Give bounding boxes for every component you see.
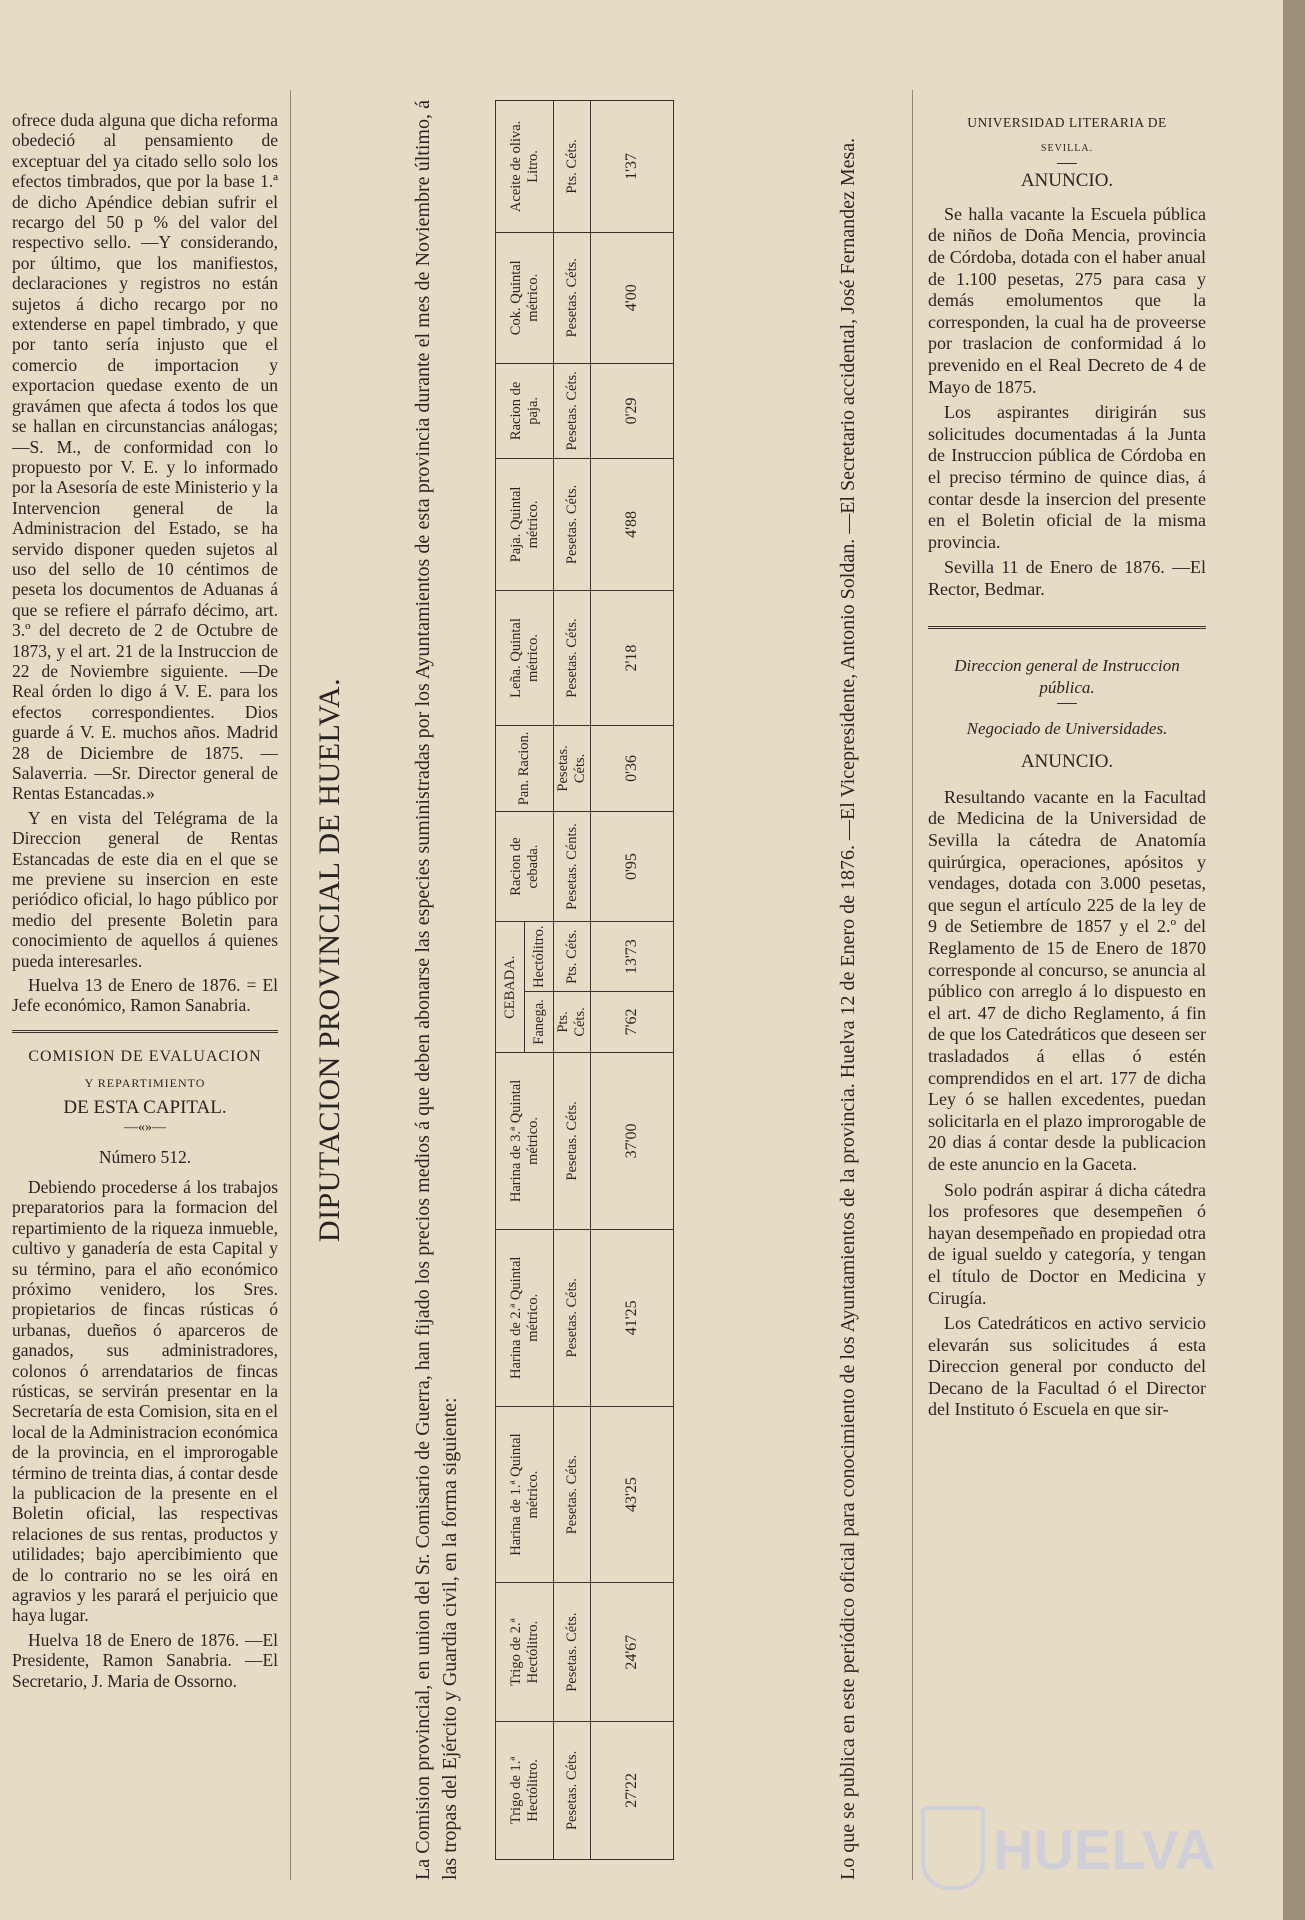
- header-trigo-2: Trigo de 2.ª Hectólitro.: [496, 1583, 554, 1721]
- header-cebada-hectolitro: Hectólitro.: [525, 922, 554, 991]
- unit-cell: Pts. Céts.: [554, 922, 591, 991]
- ann2-title: ANUNCIO.: [1020, 751, 1114, 773]
- unit-cell: Pesetas. Céts.: [554, 459, 591, 591]
- ann1-paragraph-1: Se halla vacante la Escuela pública de niños de Doña Mencia, provincia de Córdoba, dotada con el haber anual de 1.100 pesetas, 275 para casa y demás emolumentos que la corresponden, la cual ha de proveerse por traslacion de conformidad á lo prevenido en el Real Decreto de 4 de Mayo de 1875.: [928, 203, 1206, 397]
- header-paja: Paja. Quintal métrico.: [496, 459, 554, 591]
- right-section-rule: [928, 626, 1206, 629]
- left-paragraph-2: Y en vista del Telégrama de la Direccion general de Rentas Estancadas de este dia en el que se me previene su insercion en este periódico oficial, lo hago público por medio del presente Boletin para conocimiento de aquellos á quienes pueda interesarles.: [12, 807, 278, 971]
- header-harina-2: Harina de 2.ª Quintal métrico.: [496, 1229, 554, 1406]
- value-cell: 41'25: [591, 1229, 674, 1406]
- header-cebada: CEBADA.: [496, 922, 525, 1053]
- ann2-paragraph-3: Los Catedráticos en activo servicio elevarán sus solicitudes á esta Direccion general por conducto del Decano de la Facultad ó el Director del Instituto ó Escuela en que sir-: [928, 1313, 1206, 1420]
- page-edge: [1283, 0, 1305, 1920]
- header-racion-paja: Racion de paja.: [496, 363, 554, 458]
- section-rule: [12, 1030, 278, 1033]
- header-aceite: Aceite de oliva. Litro.: [496, 101, 554, 233]
- table-header-row: [496, 101, 525, 1860]
- ann2-short-rule: [1057, 703, 1077, 704]
- value-cell: 24'67: [591, 1583, 674, 1721]
- watermark-logo: HUELVA: [993, 1818, 1215, 1881]
- value-cell: 7'62: [591, 991, 674, 1052]
- unit-cell: Pesetas. Céts.: [554, 726, 591, 811]
- section2-paragraph-1: Debiendo procederse á los trabajos preparatorios para la formacion del repartimiento de la riqueza inmueble, cultivo y ganadería de esta Capital y su término, para el año económico próximo venidero, los Sres. propietarios de fincas rústicas ó urbanas, dueños ó aparceros de ganados, sus administradores, colonos ó arrendatarios de fincas rústicas, se servirán presentar en la Secretaría de esta Comision, sita en el local de la Administracion económica de la provincia, en el improrogable término de treinta dias, á contar desde la publicacion de la presente en el Boletin oficial, las respectivas relaciones de sus rentas, productos y utilidades; bajo apercibimiento que de lo contrario no se les oirá en agravios y les parará el perjuicio que haya lugar.: [12, 1176, 278, 1626]
- unit-cell: Pesetas. Céts.: [554, 1583, 591, 1721]
- ann1-short-rule: [1057, 163, 1077, 164]
- section2-ornament: —«»—: [124, 1120, 166, 1136]
- header-cok: Cok. Quintal métrico.: [496, 232, 554, 363]
- header-cebada-fanega: Fanega.: [525, 991, 554, 1052]
- table-units-row: [554, 101, 591, 1860]
- section2-number: Número 512.: [98, 1146, 192, 1167]
- value-cell: 13'73: [591, 922, 674, 991]
- diputacion-intro: La Comision provincial, en union del Sr. Comisario de Guerra, han fijado los precios medios á que deben abonarse las especies suministradas por los Ayuntamientos de esta provincia durante el mes de Noviembre último, á las tropas del Ejército y Guardia civil, en la forma siguiente:: [412, 100, 461, 1880]
- left-paragraph-3: Huelva 13 de Enero de 1876. = El Jefe económico, Ramon Sanabria.: [12, 975, 278, 1016]
- header-trigo-1: Trigo de 1.ª Hectólitro.: [496, 1721, 554, 1859]
- unit-cell: Pesetas. Céts.: [554, 363, 591, 458]
- section2-title-2: Y REPARTIMIENTO: [84, 1076, 206, 1091]
- right-column: [928, 112, 1206, 1425]
- column-divider-right: [912, 90, 913, 1880]
- unit-cell: Pesetas. Céts.: [554, 1721, 591, 1859]
- ann1-header-2: SEVILLA.: [1040, 142, 1094, 154]
- header-lena: Leña. Quintal métrico.: [496, 590, 554, 726]
- header-pan: Pan. Racion.: [496, 726, 554, 811]
- section2-paragraph-2: Huelva 18 de Enero de 1876. —El Presidente, Ramon Sanabria. —El Secretario, J. Maria de Ossorno.: [12, 1629, 278, 1691]
- header-harina-3: Harina de 3.ª Quintal métrico.: [496, 1053, 554, 1230]
- ann1-title: ANUNCIO.: [1020, 170, 1114, 192]
- shield-icon: [921, 1806, 985, 1890]
- unit-cell: Pesetas. Céts.: [554, 1229, 591, 1406]
- value-cell: 37'00: [591, 1053, 674, 1230]
- unit-cell: Pts. Céts.: [554, 991, 591, 1052]
- value-cell: 27'22: [591, 1721, 674, 1859]
- unit-cell: Pesetas. Céts.: [554, 590, 591, 726]
- left-paragraph-1: ofrece duda alguna que dicha reforma obedeció al pensamiento de exceptuar del ya citado sello solo los efectos timbrados, que por la base 1.ª de dicho Apéndice debian sufrir el recargo del 50 p % del valor del respectivo sello. —Y considerando, por último, que los manifiestos, declaraciones y registros no están sujetos á dicho recargo por no extenderse en papel timbrado, y que por tanto sería injusto que el comercio de importacion y exportacion quedase exento de un gravámen que afecta á todos los que se hallan en circunstancias análogas; —S. M., de conformidad con lo propuesto por V. E. y lo informado por la Asesoría de este Ministerio y la Intervencion general de la Administracion del Estado, se ha servido disponer queden sujetos al uso del sello de 10 céntimos de peseta los documentos de Aduanas á que se refiere el párrafo décimo, art. 3.º del decreto de 2 de Octubre de 1873, y el art. 21 de la Instruccion de 22 de Noviembre siguiente. —De Real órden lo digo á V. E. para los efectos correspondientes. Dios guarde á V. E. muchos años. Madrid 28 de Diciembre de 1875. —Salaverria. —Sr. Director general de Rentas Estancadas.»: [12, 110, 278, 804]
- section2-title-1: COMISION DE EVALUACION: [28, 1047, 262, 1065]
- unit-cell: Pesetas. Céts.: [554, 1053, 591, 1230]
- unit-cell: Pesetas. Céts.: [554, 1406, 591, 1583]
- unit-cell: Pesetas. Cénts.: [554, 811, 591, 922]
- ann2-paragraph-1: Resultando vacante en la Facultad de Medicina de la Universidad de Sevilla la cátedra de Anatomía quirúrgica, operaciones, apósitos y vendages, dotada con 3.000 pesetas, que segun el artículo 225 de la ley de 9 de Setiembre de 1857 y el 2.º del Reglamento de 15 de Enero de 1870 corresponde al concurso, se anuncia al público con arreglo á lo dispuesto en el art. 47 de dicho Reglamento, á fin de que los Catedráticos que deseen ser trasladados á ellas ó estén comprendidos en el art. 177 de dicha Ley ó se hallen excedentes, puedan solicitarla en el plazo improrogable de 20 dias á contar desde la publicacion de este anuncio en la Gaceta.: [928, 786, 1206, 1174]
- table-values-row: [591, 101, 674, 1860]
- header-harina-1: Harina de 1.ª Quintal métrico.: [496, 1406, 554, 1583]
- ann2-paragraph-2: Solo podrán aspirar á dicha cátedra los profesores que desempeñen ó hayan desempeñado en propiedad otra de igual sueldo y categoría, y tengan el título de Doctor en Medicina y Cirugía.: [928, 1179, 1206, 1308]
- ann1-paragraph-3: Sevilla 11 de Enero de 1876. —El Rector, Bedmar.: [928, 557, 1206, 599]
- value-cell: 4'00: [591, 232, 674, 363]
- column-divider-left: [290, 90, 291, 1880]
- value-cell: 0'95: [591, 811, 674, 922]
- ann2-header: Direccion general de Instruccion pública.: [954, 656, 1180, 698]
- value-cell: 0'36: [591, 726, 674, 811]
- value-cell: 0'29: [591, 363, 674, 458]
- left-column: [12, 110, 278, 1695]
- unit-cell: Pts. Céts.: [554, 101, 591, 233]
- value-cell: 1'37: [591, 101, 674, 233]
- price-table: [495, 100, 674, 1860]
- unit-cell: Pesetas. Céts.: [554, 232, 591, 363]
- value-cell: 43'25: [591, 1406, 674, 1583]
- ann1-header-1: UNIVERSIDAD LITERARIA DE: [967, 115, 1167, 130]
- header-racion-cebada: Racion de cebada.: [496, 811, 554, 922]
- diputacion-footer: Lo que se publica en este periódico oficial para conocimiento de los Ayuntamientos de la provincia. Huelva 12 de Enero de 1876. —El Vicepresidente, Antonio Soldan. —El Secretario accidental, José Fernandez Mesa.: [837, 137, 859, 1880]
- value-cell: 4'88: [591, 459, 674, 591]
- value-cell: 2'18: [591, 590, 674, 726]
- ann2-sub: Negociado de Universidades.: [966, 718, 1168, 738]
- ann1-paragraph-2: Los aspirantes dirigirán sus solicitudes documentadas á la Junta de Instruccion pública de Córdoba en el preciso término de quince dias, á contar desde la insercion del presente en el Boletin oficial de la misma provincia.: [928, 402, 1206, 552]
- diputacion-title: DIPUTACION PROVINCIAL DE HUELVA.: [313, 677, 346, 1243]
- section2-title-3: DE ESTA CAPITAL.: [63, 1096, 227, 1118]
